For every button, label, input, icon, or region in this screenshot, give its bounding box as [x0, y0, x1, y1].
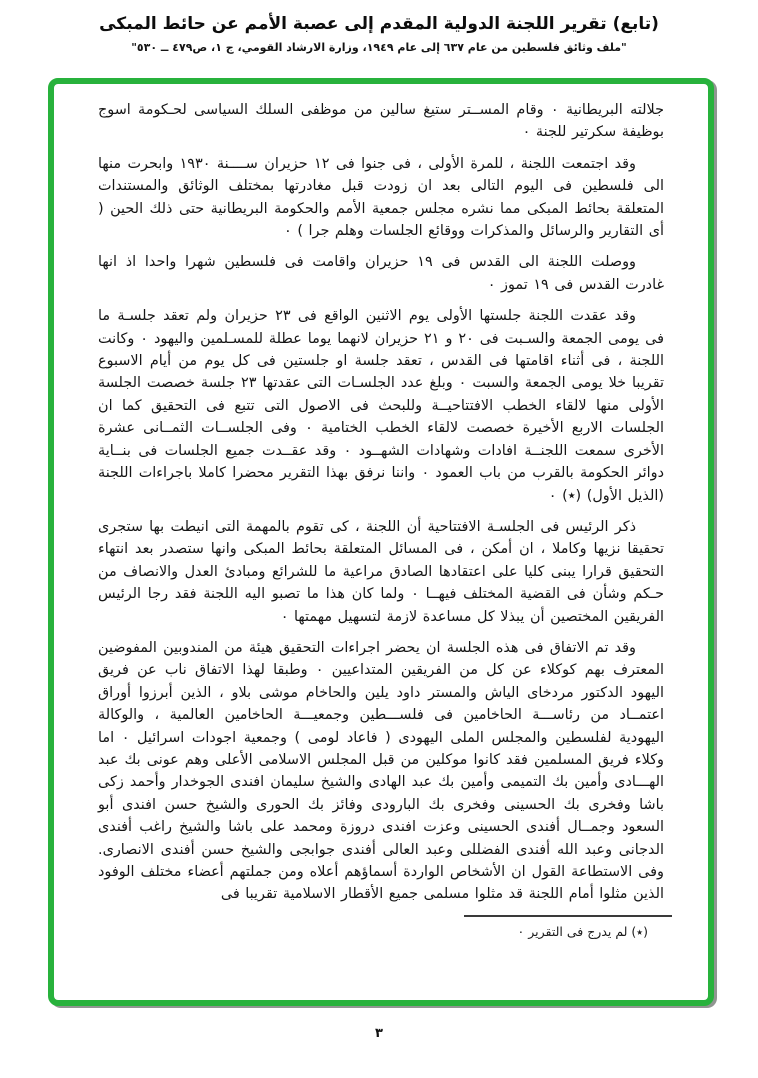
document-source-citation: "ملف وثائق فلسطين من عام ٦٣٧ إلى عام ١٩٤٩، وزارة الارشاد القومي، ج ١، ص٤٧٩ ــ ٥٣٠"	[131, 41, 627, 54]
paragraph: وقد تم الاتفاق فى هذه الجلسة ان يحضر اجراءات التحقيق هيئة من المندوبين المفوضين المعترف بهم كوكلاء عن كل من الفريقين المتداعيين ٠ وطبقا لهذا الاتفاق ناب عن فريق اليهود الدكتور مردخاى الياش والمستر داود يلين والحاخام موشى بلاو ، الذين أبرزوا أوراق اعتمــاد من رئاســـة الحاخامين فى فلســـطين وجمعيـــة الحاخامين العالمية ، والوكالة اليهودية لفلسطين والمجلس الملى اليهودى ( فاعاد لومى ) وجمعية اجودات اسرائيل ٠ اما وكلاء فريق المسلمين فقد كانوا موكلين من قبل المجلس الاسلامى الأعلى وهم عونى بك عبد الهـــادى وأمين بك التميمى وأمين بك عبد الهادى والشيخ سليمان افندى الجوخدار وأحمد زكى باشا وفخرى بك الحسينى وفخرى بك البارودى وفائز بك الحورى والشيخ حسن افندى أبو السعود وجمــال أفندى الحسينى وعزت افندى دروزة ومحمد على باشا والشيخ راغب أفندى الدجانى وعبد الله أفندى الفضللى وعبد العالى أفندى جوابجى والشيخ حسن أفندى الانصارى. وفى الاستطاعة القول ان الأشخاص الواردة أسماؤهم أعلاه ومن جملتهم أعضاء مختلف الوفود الذين مثلوا أمام اللجنة قد مثلوا مسلمى جميع الأقطار الاسلامية تقريبا فى	[98, 639, 664, 903]
footnote-block	[98, 915, 664, 941]
document-body	[98, 99, 664, 941]
footnote-separator-rule	[464, 915, 672, 917]
paragraph: ذكر الرئيس فى الجلسـة الافتتاحية أن اللجنة ، كى تقوم بالمهمة التى انيطت بها ستجرى تحقيقا نزيها وكاملا ، ان أمكن ، فى المسائل المتعلقة بحائط المبكى وانها ستصدر بعد انتهاء التحقيق قرارا يبنى كليا على اعتقادها الصادق مراعية ما للشرائع ومبادئ العدل والانصاف من حـكم وشأن فى القضية المختلف فيهــا ٠ ولما كان هذا ما تصبو اليه اللجنة فقد رجا الرئيس الفريقين المختصين أن يبذلا كل مساعدة لازمة لتسهيل مهمتها ٠	[98, 518, 664, 625]
document-title: (تابع) تقرير اللجنة الدولية المقدم إلى عصبة الأمم عن حائط المبكى	[99, 14, 659, 34]
paragraph: وقد اجتمعت اللجنة ، للمرة الأولى ، فى جنوا فى ١٢ حزيران ســــنة ١٩٣٠ وابحرت منها الى فلسطين فى اليوم التالى بعد ان زودت قبل مغادرتها بمختلف الوثائق والمستندات المتعلقة بحائط المبكى مما نشره مجلس جمعية الأمم والحكومة البريطانية حتى ذلك الحين ( أى التقارير والرسائل والمذكرات ووقائع الجلسات وهلم جرا ) ٠	[98, 155, 664, 240]
scan-highlight-frame	[48, 78, 714, 1006]
paragraph: جلالته البريطانية ٠ وقام المســتر ستيغ سالين من موظفى السلك السياسى لحـكومة اسوج بوظيفة سكرتير للجنة ٠	[98, 102, 664, 141]
paragraph: وقد عقدت اللجنة جلستها الأولى يوم الاثنين الواقع فى ٢٣ حزيران ولم تعقد جلسـة ما فى يومى الجمعة والسـبت فى ٢٠ و ٢١ حزيران لانهما يوما عطلة للمسـلمين واليهود ٠ وكانت اللجنة ، فى أثناء اقامتها فى القدس ، تعقد جلسة او جلستين فى كل يوم من أيام الاسبوع تقريبا خلا يومى الجمعة والسبت ٠ وبلغ عدد الجلسـات التى عقدتها ٢٣ جلسة خصصت الجلسة الأولى منها لالقاء الخطب الافتتاحيــة وللبحث فى الاصول التى تتبع فى التحقيق كما ان الجلسات الاربع الأخيرة خصصت لالقاء الخطب الختامية ٠ وفى الجلســات الثمــانى عشرة الأخرى سمعت اللجنــة افادات وشهادات الشهــود ٠ وقد عقــدت جميع الجلسات فى بنــاية دوائر الحكومة بالقرب من باب العمود ٠ واننا نرفق بهذا التقرير محضرا كاملا باجراءات اللجنة (الذيل الأول) (٭) ٠	[98, 308, 665, 504]
paragraph: ووصلت اللجنة الى القدس فى ١٩ حزيران واقامت فى فلسطين شهرا واحدا اذ انها غادرت القدس فى ١٩ تموز ٠	[98, 254, 664, 293]
page-number: ٣	[375, 1026, 383, 1041]
footnote-text: (٭) لم يدرج فى التقرير ٠	[517, 923, 648, 939]
page-header	[0, 14, 758, 54]
